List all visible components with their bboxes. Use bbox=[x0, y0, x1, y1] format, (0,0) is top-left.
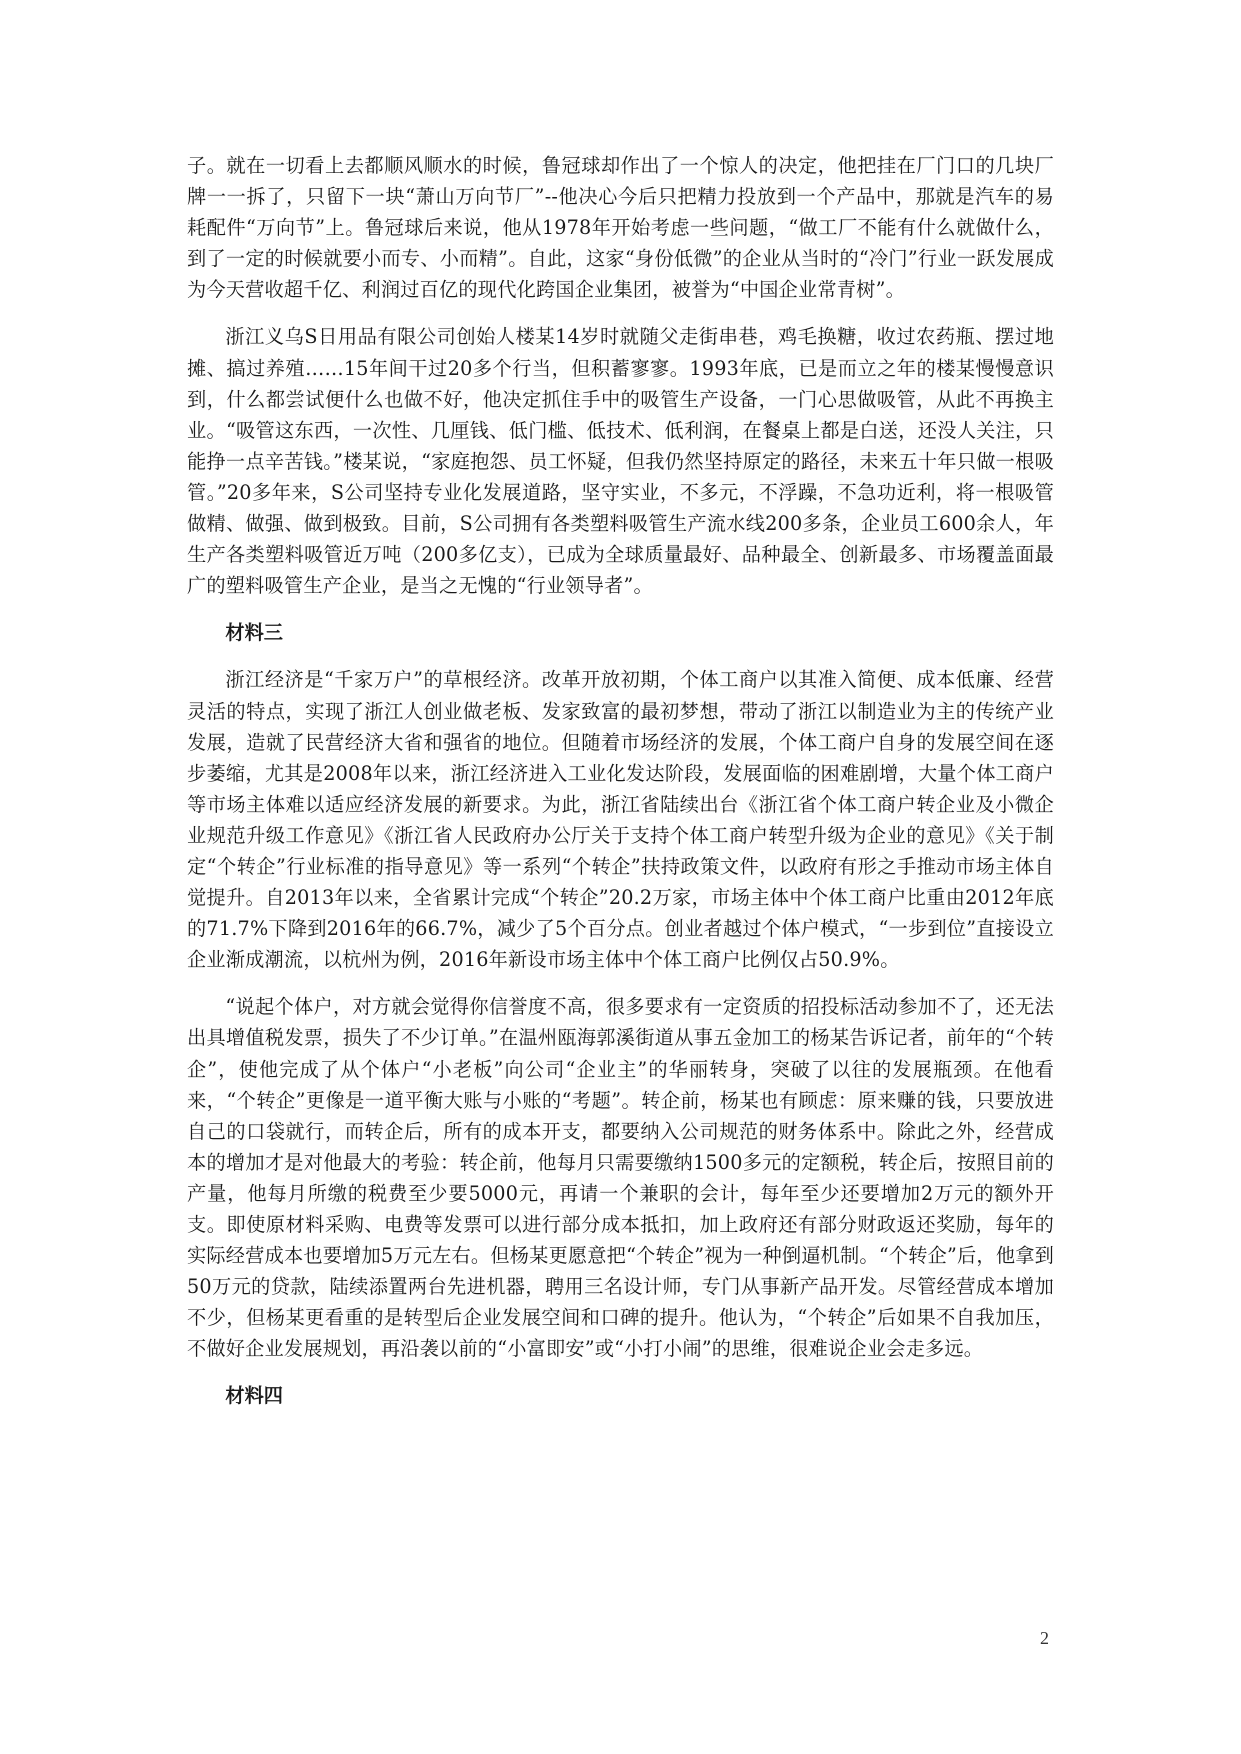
paragraph-yang-interview: “说起个体户，对方就会觉得你信誉度不高，很多要求有一定资质的招投标活动参加不了，还无法出具增值税发票，损失了不少订单。”在温州瓯海郭溪街道从事五金加工的杨某告诉记者，前年的“个转企”，使他完成了从个体户“小老板”向公司“企业主”的华丽转身，突破了以往的发展瓶颈。在他看来，“个转企”更像是一道平衡大账与小账的“考题”。转企前，杨某也有顾虑：原来赚的钱，只要放进自己的口袋就行，而转企后，所有的成本开支，都要纳入公司规范的财务体系中。除此之外，经营成本的增加才是对他最大的考验：转企前，他每月只需要缴纳1500多元的定额税，转企后，按照目前的产量，他每月所缴的税费至少要5000元，再请一个兼职的会计，每年至少还要增加2万元的额外开支。即使原材料采购、电费等发票可以进行部分成本抵扣，加上政府还有部分财政返还奖励，每年的实际经营成本也要增加5万元左右。但杨某更愿意把“个转企”视为一种倒逼机制。“个转企”后，他拿到50万元的贷款，陆续添置两台先进机器，聘用三名设计师，专门从事新产品开发。尽管经营成本增加不少，但杨某更看重的是转型后企业发展空间和口碑的提升。他认为，“个转企”后如果不自我加压，不做好企业发展规划，再沿袭以前的“小富即安”或“小打小闹”的思维，很难说企业会走多远。 bbox=[187, 995, 1054, 1361]
document-body bbox=[187, 150, 1054, 1428]
section-heading-material-four: 材料四 bbox=[225, 1384, 283, 1408]
paragraph-s-company: 浙江义乌S日用品有限公司创始人楼某14岁时就随父走街串巷，鸡毛换糖，收过农药瓶、摆过地摊、搞过养殖……15年间干过20多个行当，但积蓄寥寥。1993年底，已是而立之年的楼某慢慢意识到，什么都尝试便什么也做不好，他决定抓住手中的吸管生产设备，一门心思做吸管，从此不再换主业。“吸管这东西，一次性、几厘钱、低门槛、低技术、低利润，在餐桌上都是白送，还没人关注，只能挣一点辛苦钱。”楼某说，“家庭抱怨、员工怀疑，但我仍然坚持原定的路径，未来五十年只做一根吸管。”20多年来，S公司坚持专业化发展道路，坚守实业，不多元，不浮躁，不急功近利，将一根吸管做精、做强、做到极致。目前，S公司拥有各类塑料吸管生产流水线200多条，企业员工600余人，年生产各类塑料吸管近万吨（200多亿支），已成为全球质量最好、品种最全、创新最多、市场覆盖面最广的塑料吸管生产企业，是当之无愧的“行业领导者”。 bbox=[187, 325, 1054, 598]
paragraph-continuation: 子。就在一切看上去都顺风顺水的时候，鲁冠球却作出了一个惊人的决定，他把挂在厂门口的几块厂牌一一拆了，只留下一块“萧山万向节厂”--他决心今后只把精力投放到一个产品中，那就是汽车的易耗配件“万向节”上。鲁冠球后来说，他从1978年开始考虑一些问题，“做工厂不能有什么就做什么，到了一定的时候就要小而专、小而精”。自此，这家“身份低微”的企业从当时的“冷门”行业一跃发展成为今天营收超千亿、利润过百亿的现代化跨国企业集团，被誉为“中国企业常青树”。 bbox=[187, 154, 1054, 302]
section-heading-material-three: 材料三 bbox=[225, 621, 283, 645]
paragraph-zhejiang-economy: 浙江经济是“千家万户”的草根经济。改革开放初期，个体工商户以其准入简便、成本低廉、经营灵活的特点，实现了浙江人创业做老板、发家致富的最初梦想，带动了浙江以制造业为主的传统产业发展，造就了民营经济大省和强省的地位。但随着市场经济的发展，个体工商户自身的发展空间在逐步萎缩，尤其是2008年以来，浙江经济进入工业化发达阶段，发展面临的困难剧增，大量个体工商户等市场主体难以适应经济发展的新要求。为此，浙江省陆续出台《浙江省个体工商户转企业及小微企业规范升级工作意见》《浙江省人民政府办公厅关于支持个体工商户转型升级为企业的意见》《关于制定“个转企”行业标准的指导意见》等一系列“个转企”扶持政策文件，以政府有形之手推动市场主体自觉提升。自2013年以来，全省累计完成“个转企”20.2万家，市场主体中个体工商户比重由2012年底的71.7%下降到2016年的66.7%，减少了5个百分点。创业者越过个体户模式，“一步到位”直接设立企业渐成潮流，以杭州为例，2016年新设市场主体中个体工商户比例仅占50.9%。 bbox=[187, 668, 1054, 972]
page-number: 2 bbox=[1040, 1628, 1049, 1648]
